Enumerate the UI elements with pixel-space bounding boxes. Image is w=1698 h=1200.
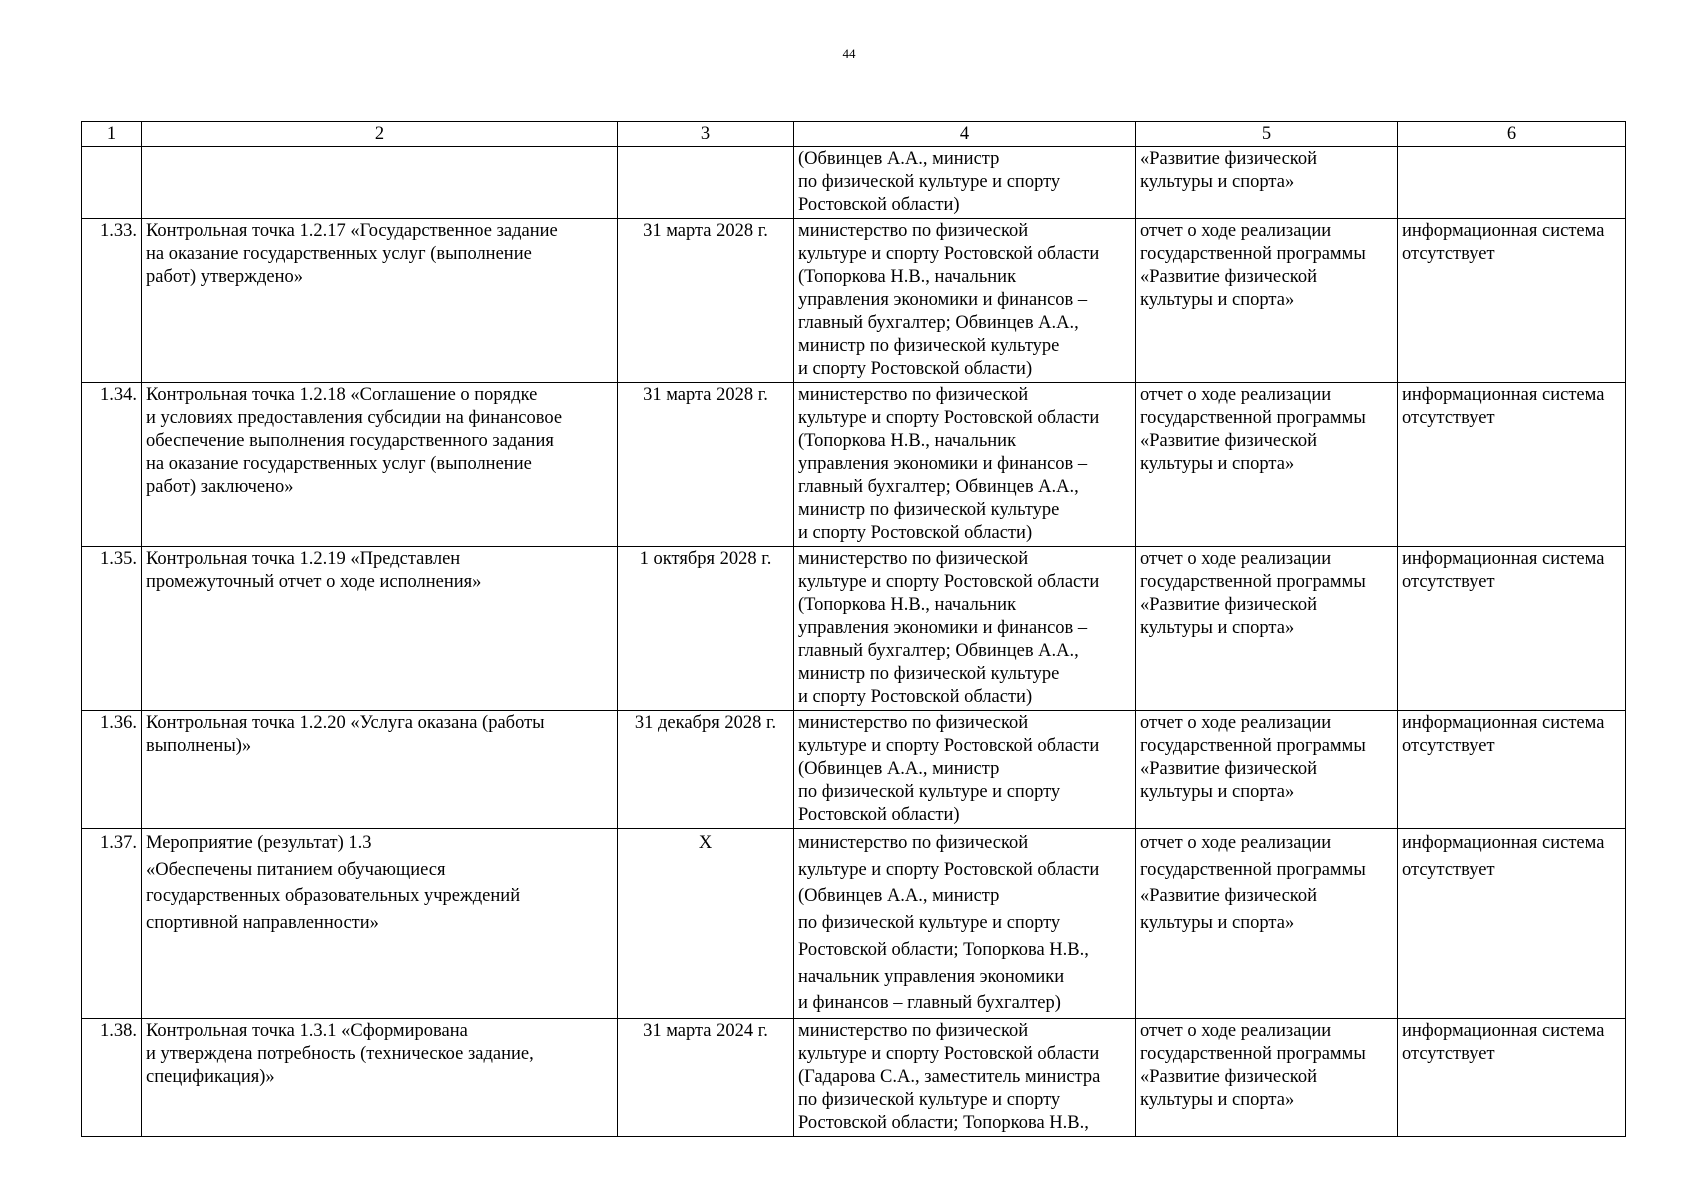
cell-text-line: культуры и спорта» bbox=[1140, 1089, 1295, 1110]
cell-text-line: информационная система bbox=[1402, 385, 1605, 405]
cell-text-line: и спорту Ростовской области) bbox=[798, 523, 1033, 543]
cell-text-line: министерство по физической bbox=[798, 221, 1029, 241]
confirming-document-cell bbox=[1136, 547, 1398, 711]
cell-text-line: и спорту Ростовской области) bbox=[798, 687, 1033, 707]
information-system-cell bbox=[1398, 711, 1626, 829]
control-point-title-cell bbox=[142, 219, 618, 383]
cell-text-line: отчет о ходе реализации bbox=[1140, 385, 1332, 405]
cell-text-line: культуры и спорта» bbox=[1140, 913, 1295, 934]
cell-text-line: государственной программы bbox=[1140, 572, 1366, 592]
information-system-cell bbox=[1398, 829, 1626, 1019]
responsible-cell bbox=[794, 1018, 1136, 1136]
confirming-document-cell bbox=[1136, 829, 1398, 1019]
column-header: 4 bbox=[794, 122, 1136, 147]
cell-text-line: отсутствует bbox=[1402, 1043, 1495, 1064]
cell-text-line: информационная система bbox=[1402, 833, 1605, 853]
cell-text-line: (Обвинцев А.А., министр bbox=[798, 149, 1000, 169]
cell-text-line: культуры и спорта» bbox=[1140, 172, 1295, 192]
cell-text-line: Ростовской области; Топоркова Н.В., bbox=[798, 939, 1089, 960]
table-row bbox=[82, 829, 1626, 1019]
information-system-cell bbox=[1398, 547, 1626, 711]
cell-text-line: и спорту Ростовской области) bbox=[798, 359, 1033, 379]
table-row bbox=[82, 547, 1626, 711]
table-row bbox=[82, 383, 1626, 547]
information-system-cell bbox=[1398, 219, 1626, 383]
cell-text-line: министерство по физической bbox=[798, 1020, 1029, 1041]
cell-text-line: культуре и спорту Ростовской области bbox=[798, 408, 1100, 428]
deadline-cell: 1 октября 2028 г. bbox=[618, 547, 794, 711]
cell-text-line: Ростовской области) bbox=[798, 805, 960, 825]
cell-text-line: государственной программы bbox=[1140, 408, 1366, 428]
deadline-cell: 31 декабря 2028 г. bbox=[618, 711, 794, 829]
control-points-table bbox=[81, 121, 1626, 1137]
cell-text-line: (Обвинцев А.А., министр bbox=[798, 886, 1000, 907]
cell-text-line: выполнены)» bbox=[146, 736, 252, 756]
cell-text-line: и утверждена потребность (техническое задание, bbox=[146, 1043, 534, 1064]
cell-text-line: отсутствует bbox=[1402, 859, 1495, 880]
cell-text-line: и условиях предоставления субсидии на финансовое bbox=[146, 408, 563, 428]
deadline-cell bbox=[618, 147, 794, 219]
cell-text-line: информационная система bbox=[1402, 713, 1605, 733]
confirming-document-cell bbox=[1136, 219, 1398, 383]
cell-text-line: на оказание государственных услуг (выполнение bbox=[146, 244, 532, 264]
cell-text-line: Мероприятие (результат) 1.3 bbox=[146, 833, 372, 853]
column-header: 6 bbox=[1398, 122, 1626, 147]
cell-text-line: государственной программы bbox=[1140, 244, 1366, 264]
information-system-cell bbox=[1398, 1018, 1626, 1136]
confirming-document-cell bbox=[1136, 147, 1398, 219]
cell-text-line: «Обеспечены питанием обучающиеся bbox=[146, 859, 446, 880]
cell-text-line: по физической культуре и спорту bbox=[798, 1089, 1061, 1110]
cell-text-line: начальник управления экономики bbox=[798, 966, 1065, 987]
cell-text-line: государственной программы bbox=[1140, 736, 1366, 756]
column-header: 5 bbox=[1136, 122, 1398, 147]
cell-text-line: отчет о ходе реализации bbox=[1140, 549, 1332, 569]
cell-text-line: Ростовской области; Топоркова Н.В., bbox=[798, 1112, 1089, 1133]
responsible-cell bbox=[794, 547, 1136, 711]
cell-text-line: культуре и спорту Ростовской области bbox=[798, 859, 1100, 880]
cell-text-line: отчет о ходе реализации bbox=[1140, 713, 1332, 733]
cell-text-line: государственной программы bbox=[1140, 859, 1366, 880]
cell-text-line: по физической культуре и спорту bbox=[798, 913, 1061, 934]
deadline-cell: 31 марта 2028 г. bbox=[618, 383, 794, 547]
cell-text-line: обеспечение выполнения государственного задания bbox=[146, 431, 554, 451]
cell-text-line: и финансов – главный бухгалтер) bbox=[798, 993, 1061, 1014]
information-system-cell bbox=[1398, 147, 1626, 219]
information-system-cell bbox=[1398, 383, 1626, 547]
cell-text-line: Контрольная точка 1.2.20 «Услуга оказана (работы bbox=[146, 713, 545, 733]
cell-text-line: культуре и спорту Ростовской области bbox=[798, 736, 1100, 756]
row-number-cell: 1.35. bbox=[82, 547, 142, 711]
cell-text-line: государственных образовательных учреждений bbox=[146, 886, 521, 907]
table-row bbox=[82, 219, 1626, 383]
row-number-cell bbox=[82, 147, 142, 219]
cell-text-line: информационная система bbox=[1402, 1020, 1605, 1041]
cell-text-line: Контрольная точка 1.2.17 «Государственное задание bbox=[146, 221, 558, 241]
cell-text-line: «Развитие физической bbox=[1140, 149, 1317, 169]
row-number-cell: 1.37. bbox=[82, 829, 142, 1019]
cell-text-line: культуры и спорта» bbox=[1140, 618, 1295, 638]
cell-text-line: «Развитие физической bbox=[1140, 759, 1317, 779]
cell-text-line: государственной программы bbox=[1140, 1043, 1366, 1064]
cell-text-line: по физической культуре и спорту bbox=[798, 172, 1061, 192]
cell-text-line: Контрольная точка 1.2.19 «Представлен bbox=[146, 549, 461, 569]
cell-text-line: управления экономики и финансов – bbox=[798, 454, 1088, 474]
control-point-title-cell bbox=[142, 829, 618, 1019]
responsible-cell bbox=[794, 711, 1136, 829]
cell-text-line: министерство по физической bbox=[798, 385, 1029, 405]
column-header: 1 bbox=[82, 122, 142, 147]
cell-text-line: (Топоркова Н.В., начальник bbox=[798, 267, 1017, 287]
cell-text-line: (Топоркова Н.В., начальник bbox=[798, 595, 1017, 615]
control-point-title-cell bbox=[142, 547, 618, 711]
cell-text-line: (Гадарова С.А., заместитель министра bbox=[798, 1066, 1101, 1087]
cell-text-line: культуре и спорту Ростовской области bbox=[798, 1043, 1100, 1064]
cell-text-line: промежуточный отчет о ходе исполнения» bbox=[146, 572, 482, 592]
cell-text-line: министр по физической культуре bbox=[798, 336, 1060, 356]
cell-text-line: отчет о ходе реализации bbox=[1140, 833, 1332, 853]
cell-text-line: спецификация)» bbox=[146, 1066, 275, 1087]
cell-text-line: министр по физической культуре bbox=[798, 664, 1060, 684]
page-number: 44 bbox=[842, 46, 856, 61]
cell-text-line: «Развитие физической bbox=[1140, 1066, 1317, 1087]
cell-text-line: Ростовской области) bbox=[798, 195, 960, 215]
control-point-title-cell bbox=[142, 147, 618, 219]
cell-text-line: культуре и спорту Ростовской области bbox=[798, 244, 1100, 264]
cell-text-line: управления экономики и финансов – bbox=[798, 290, 1088, 310]
cell-text-line: информационная система bbox=[1402, 549, 1605, 569]
cell-text-line: «Развитие физической bbox=[1140, 431, 1317, 451]
cell-text-line: отсутствует bbox=[1402, 244, 1495, 264]
confirming-document-cell bbox=[1136, 383, 1398, 547]
confirming-document-cell bbox=[1136, 1018, 1398, 1136]
responsible-cell bbox=[794, 829, 1136, 1019]
cell-text-line: отсутствует bbox=[1402, 408, 1495, 428]
cell-text-line: (Топоркова Н.В., начальник bbox=[798, 431, 1017, 451]
cell-text-line: министерство по физической bbox=[798, 713, 1029, 733]
control-point-title-cell bbox=[142, 383, 618, 547]
cell-text-line: отсутствует bbox=[1402, 736, 1495, 756]
cell-text-line: культуры и спорта» bbox=[1140, 454, 1295, 474]
cell-text-line: «Развитие физической bbox=[1140, 886, 1317, 907]
cell-text-line: «Развитие физической bbox=[1140, 595, 1317, 615]
cell-text-line: работ) заключено» bbox=[146, 477, 294, 497]
control-point-title-cell bbox=[142, 1018, 618, 1136]
cell-text-line: отчет о ходе реализации bbox=[1140, 221, 1332, 241]
cell-text-line: отсутствует bbox=[1402, 572, 1495, 592]
cell-text-line: отчет о ходе реализации bbox=[1140, 1020, 1332, 1041]
cell-text-line: главный бухгалтер; Обвинцев А.А., bbox=[798, 313, 1079, 333]
responsible-cell bbox=[794, 147, 1136, 219]
responsible-cell bbox=[794, 219, 1136, 383]
cell-text-line: спортивной направленности» bbox=[146, 913, 379, 934]
table-row bbox=[82, 711, 1626, 829]
cell-text-line: культуре и спорту Ростовской области bbox=[798, 572, 1100, 592]
cell-text-line: Контрольная точка 1.3.1 «Сформирована bbox=[146, 1020, 468, 1041]
cell-text-line: главный бухгалтер; Обвинцев А.А., bbox=[798, 477, 1079, 497]
row-number-cell: 1.36. bbox=[82, 711, 142, 829]
cell-text-line: культуры и спорта» bbox=[1140, 782, 1295, 802]
cell-text-line: на оказание государственных услуг (выполнение bbox=[146, 454, 532, 474]
row-number-cell: 1.38. bbox=[82, 1018, 142, 1136]
cell-text-line: информационная система bbox=[1402, 221, 1605, 241]
deadline-cell: 31 марта 2028 г. bbox=[618, 219, 794, 383]
responsible-cell bbox=[794, 383, 1136, 547]
deadline-cell: Х bbox=[618, 829, 794, 1019]
cell-text-line: по физической культуре и спорту bbox=[798, 782, 1061, 802]
control-point-title-cell bbox=[142, 711, 618, 829]
table-row bbox=[82, 1018, 1626, 1136]
cell-text-line: министерство по физической bbox=[798, 833, 1029, 853]
cell-text-line: культуры и спорта» bbox=[1140, 290, 1295, 310]
cell-text-line: управления экономики и финансов – bbox=[798, 618, 1088, 638]
cell-text-line: работ) утверждено» bbox=[146, 267, 303, 287]
cell-text-line: «Развитие физической bbox=[1140, 267, 1317, 287]
cell-text-line: министерство по физической bbox=[798, 549, 1029, 569]
cell-text-line: (Обвинцев А.А., министр bbox=[798, 759, 1000, 779]
row-number-cell: 1.34. bbox=[82, 383, 142, 547]
cell-text-line: министр по физической культуре bbox=[798, 500, 1060, 520]
column-header: 3 bbox=[618, 122, 794, 147]
row-number-cell: 1.33. bbox=[82, 219, 142, 383]
deadline-cell: 31 марта 2024 г. bbox=[618, 1018, 794, 1136]
table-row bbox=[82, 147, 1626, 219]
cell-text-line: Контрольная точка 1.2.18 «Соглашение о порядке bbox=[146, 385, 538, 405]
table-header-row bbox=[82, 122, 1626, 147]
cell-text-line: главный бухгалтер; Обвинцев А.А., bbox=[798, 641, 1079, 661]
column-header: 2 bbox=[142, 122, 618, 147]
confirming-document-cell bbox=[1136, 711, 1398, 829]
